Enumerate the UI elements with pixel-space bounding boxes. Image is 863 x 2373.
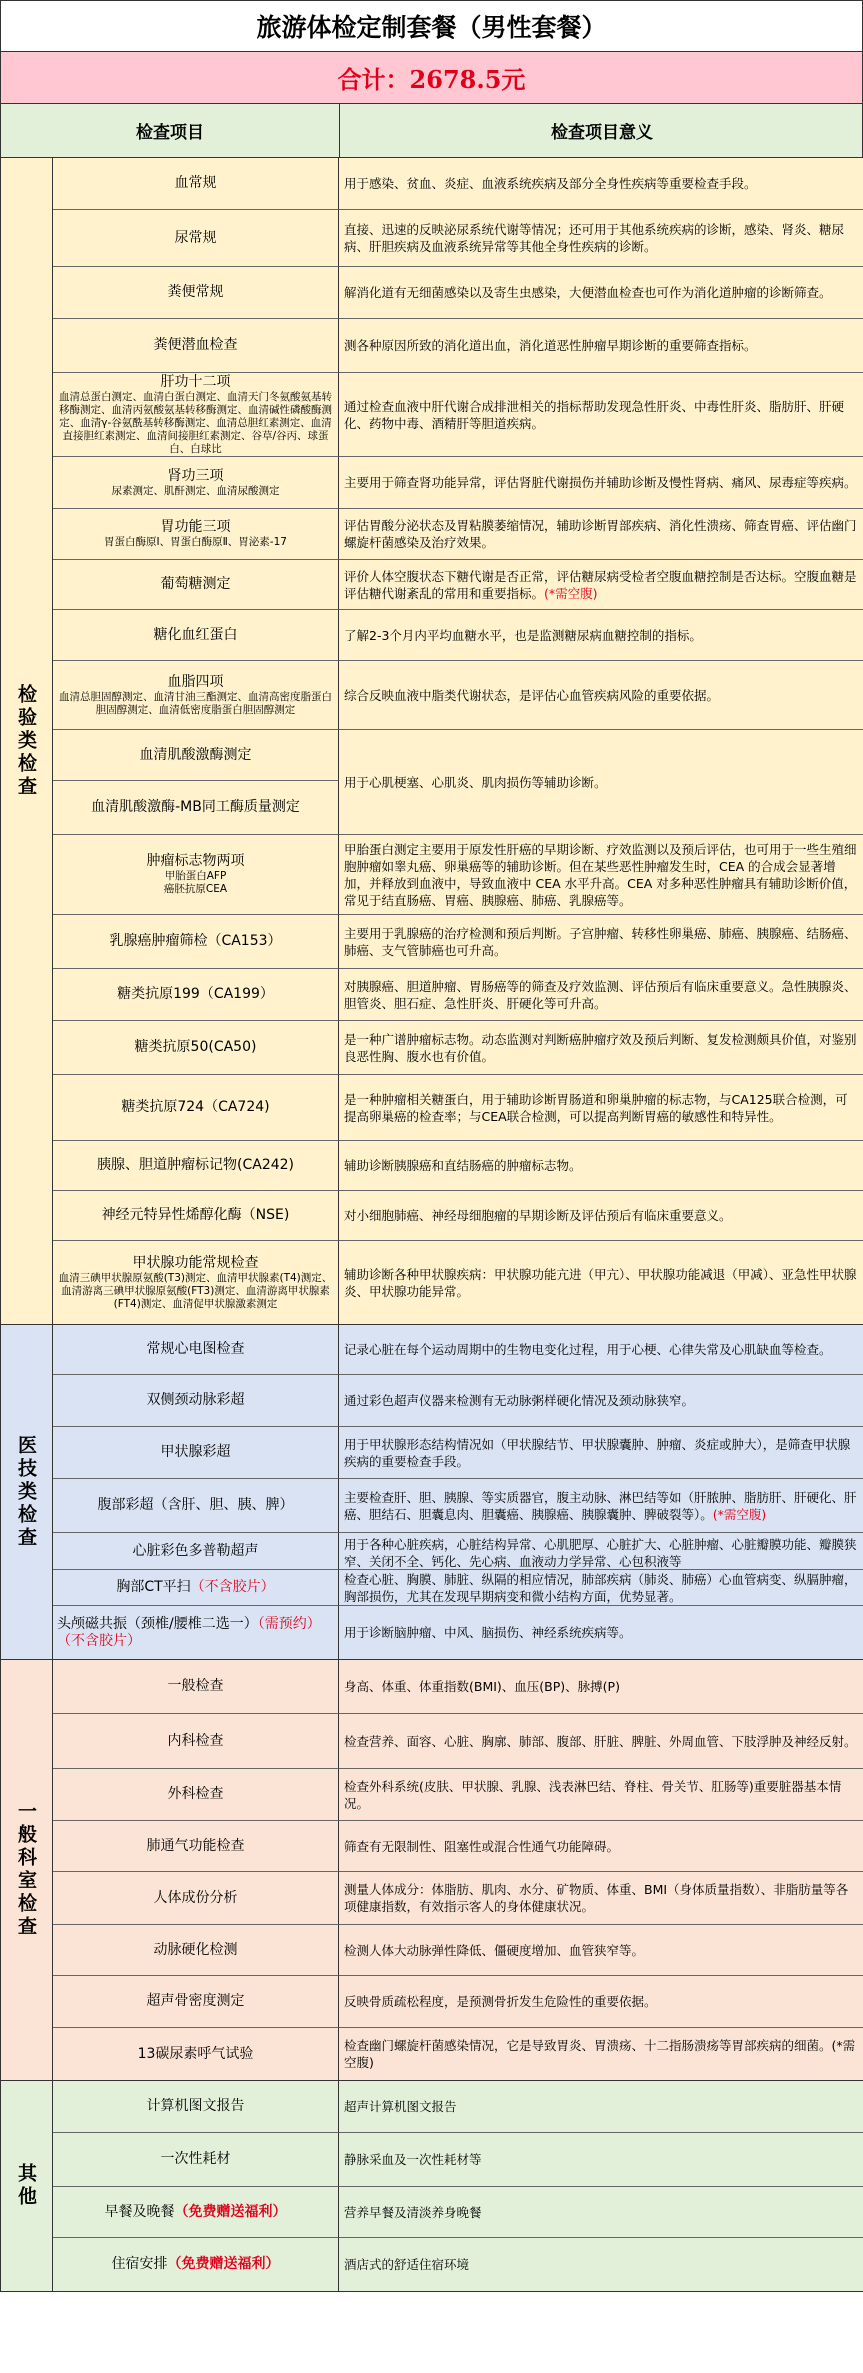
film-note: （不含胶片） bbox=[190, 1579, 275, 1595]
item-arteriosclerosis: 动脉硬化检测 bbox=[53, 1925, 339, 1976]
item-stool-routine: 粪便常规 bbox=[53, 267, 339, 319]
item-nse: 神经元特异性烯醇化酶（NSE) bbox=[53, 1191, 339, 1241]
desc-kidney-function: 主要用于筛查肾功能异常，评估肾脏代谢损伤并辅助诊断及慢性肾病、痛风、尿毒症等疾病。 bbox=[339, 457, 863, 509]
desc-arteriosclerosis: 检测人体大动脉弹性降低、僵硬度增加、血管狭窄等。 bbox=[339, 1925, 863, 1976]
item-urine-routine: 尿常规 bbox=[53, 210, 339, 267]
item-liver-function: 肝功十二项 血清总蛋白测定、血清白蛋白测定、血清天门冬氨酸氨基转移酶测定、血清丙氨酸氨基转移酶测定、血清碱性磷酸酶测定、血清γ-谷氨酰基转移酶测定、血清总胆红素测定、血清直接胆红素测定、血清间接胆红素测定、谷草/谷丙、球蛋白、白球比 bbox=[53, 373, 339, 457]
item-tumor-markers: 肿瘤标志物两项 甲胎蛋白AFP 癌胚抗原CEA bbox=[53, 835, 339, 915]
item-ca199: 糖类抗原199（CA199） bbox=[53, 969, 339, 1021]
section-medical-tech bbox=[0, 1325, 863, 1660]
desc-chest-ct: 检查心脏、胸膜、肺脏、纵隔的相应情况，肺部疾病（肺炎、肺癌）心血管病变、纵膈肿瘤，胸部损伤，尤其在发现早期病变和微小结构方面，优势显著。 bbox=[339, 1570, 863, 1606]
category-label: 检验类检查 bbox=[1, 158, 53, 1324]
item-thyroid-function: 甲状腺功能常规检查 血清三碘甲状腺原氨酸(T3)测定、血清甲状腺素(T4)测定、血清游离三碘甲状腺原氨酸(FT3)测定、血清游离甲状腺素(FT4)测定、血清促甲状腺激素测定 bbox=[53, 1241, 339, 1324]
item-kidney-function: 肾功三项 尿素测定、肌酐测定、血清尿酸测定 bbox=[53, 457, 339, 509]
desc-accommodation: 酒店式的舒适住宿环境 bbox=[339, 2238, 863, 2291]
item-sub: 血清三碘甲状腺原氨酸(T3)测定、血清甲状腺素(T4)测定、血清游离三碘甲状腺原氨酸(FT3)测定、血清游离甲状腺素(FT4)测定、血清促甲状腺激素测定 bbox=[58, 1271, 333, 1310]
section-lab-tests bbox=[0, 158, 863, 1325]
desc-ca50: 是一种广谱肿瘤标志物。动态监测对判断癌肿瘤疗效及预后判断、复发检测颇具价值，对鉴别良恶性胸、腹水也有价值。 bbox=[339, 1021, 863, 1075]
item-general-exam: 一般检查 bbox=[53, 1660, 339, 1714]
item-sub: 血清总蛋白测定、血清白蛋白测定、血清天门冬氨酸氨基转移酶测定、血清丙氨酸氨基转移酶测定、血清碱性磷酸酶测定、血清γ-谷氨酰基转移酶测定、血清总胆红素测定、血清直接胆红素测定、血清间接胆红素测定、谷草/谷丙、球蛋白、白球比 bbox=[59, 390, 332, 455]
item-ca50: 糖类抗原50(CA50) bbox=[53, 1021, 339, 1075]
fasting-note: (*需空腹) bbox=[344, 2038, 856, 2070]
item-blood-lipids: 血脂四项 血清总胆固醇测定、血清甘油三酯测定、血清高密度脂蛋白胆固醇测定、血清低密度脂蛋白胆固醇测定 bbox=[53, 661, 339, 730]
header-item: 检查项目 bbox=[136, 123, 204, 143]
item-head-mri: 头颅磁共振（颈椎/腰椎二选一）（需预约）（不含胶片） bbox=[53, 1606, 339, 1659]
item-ecg: 常规心电图检查 bbox=[53, 1325, 339, 1375]
item-thyroid-ultrasound: 甲状腺彩超 bbox=[53, 1427, 339, 1479]
item-c13-breath-test: 13碳尿素呼气试验 bbox=[53, 2028, 339, 2080]
category-label: 其他 bbox=[1, 2081, 53, 2291]
desc-stomach-function: 评估胃酸分泌状态及胃粘膜萎缩情况，辅助诊断胃部疾病、消化性溃疡、筛查胃癌、评估幽门螺旋杆菌感染及治疗效果。 bbox=[339, 509, 863, 560]
desc-internal-medicine: 检查营养、面容、心脏、胸廓、肺部、腹部、肝脏、脾脏、外周血管、下肢浮肿及神经反射。 bbox=[339, 1714, 863, 1769]
item-blood-routine: 血常规 bbox=[53, 158, 339, 210]
desc-head-mri: 用于诊断脑肿瘤、中风、脑损伤、神经系统疾病等。 bbox=[339, 1606, 863, 1659]
desc-thyroid-ultrasound: 用于甲状腺形态结构情况如（甲状腺结节、甲状腺囊肿、肿瘤、炎症或肿大），是筛查甲状腺疾病的重要检查手段。 bbox=[339, 1427, 863, 1479]
desc-tumor-markers: 甲胎蛋白测定主要用于原发性肝癌的早期诊断、疗效监测以及预后评估，也可用于一些生殖细胞肿瘤如睾丸癌、卵巢癌等的辅助诊断。但在某些恶性肿瘤发生时，CEA 的合成会显著增加，并释放到血液中，导致血液中 CEA 水平升高。CEA 对多种恶性肿瘤具有辅助诊断价值，常见于结直肠癌、胃癌、胰腺癌、肺癌、乳腺癌等。 bbox=[339, 835, 863, 915]
item-bone-density: 超声骨密度测定 bbox=[53, 1976, 339, 2028]
item-chest-ct: 胸部CT平扫（不含胶片） bbox=[53, 1570, 339, 1606]
desc-thyroid-function: 辅助诊断各种甲状腺疾病：甲状腺功能亢进（甲亢）、甲状腺功能减退（甲减）、亚急性甲状腺炎、甲状腺功能异常。 bbox=[339, 1241, 863, 1324]
desc-ca199: 对胰腺癌、胆道肿瘤、胃肠癌等的筛查及疗效监测、评估预后有临床重要意义。急性胰腺炎、胆管炎、胆石症、急性肝炎、肝硬化等可升高。 bbox=[339, 969, 863, 1021]
desc-nse: 对小细胞肺癌、神经母细胞瘤的早期诊断及评估预后有临床重要意义。 bbox=[339, 1191, 863, 1241]
desc-meals: 营养早餐及清淡养身晚餐 bbox=[339, 2187, 863, 2238]
section-others bbox=[0, 2081, 863, 2292]
item-body-composition: 人体成份分析 bbox=[53, 1872, 339, 1925]
desc-ca153: 主要用于乳腺癌的治疗检测和预后判断。子宫肿瘤、转移性卵巢癌、肺癌、胰腺癌、结肠癌、肺癌、支气管肺癌也可升高。 bbox=[339, 915, 863, 969]
category-label: 医技类检查 bbox=[1, 1325, 53, 1659]
desc-glucose: 评价人体空腹状态下糖代谢是否正常，评估糖尿病受检者空腹血糖控制是否达标。空腹血糖是评估糖代谢紊乱的常用和重要指标。(*需空腹) bbox=[339, 560, 863, 610]
item-accommodation: 住宿安排（免费赠送福利） bbox=[53, 2238, 339, 2291]
free-benefit-note: （免费赠送福利） bbox=[174, 2203, 287, 2220]
item-sub: 胃蛋白酶原Ⅰ、胃蛋白酶原Ⅱ、胃泌素-17 bbox=[104, 536, 287, 548]
total-price: 合计：2678.5元 bbox=[0, 52, 863, 104]
desc-stool-routine: 解消化道有无细菌感染以及寄生虫感染，大便潜血检查也可作为消化道肿瘤的诊断筛查。 bbox=[339, 267, 863, 319]
table-header bbox=[0, 104, 863, 158]
item-ca153: 乳腺癌肿瘤筛检（CA153） bbox=[53, 915, 339, 969]
item-surgery: 外科检查 bbox=[53, 1769, 339, 1821]
item-ca242: 胰腺、胆道肿瘤标记物(CA242) bbox=[53, 1141, 339, 1191]
item-consumables: 一次性耗材 bbox=[53, 2133, 339, 2187]
item-sub: 甲胎蛋白AFP 癌胚抗原CEA bbox=[163, 870, 228, 895]
desc-consumables: 静脉采血及一次性耗材等 bbox=[339, 2133, 863, 2187]
desc-general-exam: 身高、体重、体重指数(BMI)、血压(BP)、脉搏(P) bbox=[339, 1660, 863, 1714]
desc-blood-lipids: 综合反映血液中脂类代谢状态，是评估心血管疾病风险的重要依据。 bbox=[339, 661, 863, 730]
item-sub: 血清总胆固醇测定、血清甘油三酯测定、血清高密度脂蛋白胆固醇测定、血清低密度脂蛋白胆固醇测定 bbox=[59, 690, 332, 716]
desc-hba1c: 了解2-3个月内平均血糖水平，也是监测糖尿病血糖控制的指标。 bbox=[339, 610, 863, 661]
desc-lung-function: 筛查有无限制性、阻塞性或混合性通气功能障碍。 bbox=[339, 1821, 863, 1872]
desc-c13-breath-test: 检查幽门螺旋杆菌感染情况，它是导致胃炎、胃溃疡、十二指肠溃疡等胃部疾病的细菌。(*需空腹) bbox=[339, 2028, 863, 2080]
free-benefit-note: （免费赠送福利） bbox=[167, 2256, 280, 2272]
item-ck-mb: 血清肌酸激酶-MB同工酶质量测定 bbox=[53, 781, 339, 835]
desc-report: 超声计算机图文报告 bbox=[339, 2081, 863, 2133]
category-label: 一般科室检查 bbox=[1, 1660, 53, 2080]
desc-cardiac-doppler: 用于各种心脏疾病，心脏结构异常、心肌肥厚、心脏扩大、心脏肿瘤、心脏瓣膜功能、瓣膜狭窄、关闭不全、钙化、先心病、血液动力学异常、心包积液等 bbox=[339, 1533, 863, 1570]
item-lung-function: 肺通气功能检查 bbox=[53, 1821, 339, 1872]
item-ck: 血清肌酸激酶测定 bbox=[53, 730, 339, 781]
item-cardiac-doppler: 心脏彩色多普勒超声 bbox=[53, 1533, 339, 1570]
desc-ck: 用于心肌梗塞、心肌炎、肌肉损伤等辅助诊断。 bbox=[339, 730, 863, 835]
fasting-note: (*需空腹) bbox=[712, 1506, 767, 1522]
desc-surgery: 检查外科系统(皮肤、甲状腺、乳腺、浅表淋巴结、脊柱、骨关节、肛肠等)重要脏器基本情况。 bbox=[339, 1769, 863, 1821]
desc-liver-function: 通过检查血液中肝代谢合成排泄相关的指标帮助发现急性肝炎、中毒性肝炎、脂肪肝、肝硬化、药物中毒、酒精肝等胆道疾病。 bbox=[339, 373, 863, 457]
item-stomach-function: 胃功能三项 胃蛋白酶原Ⅰ、胃蛋白酶原Ⅱ、胃泌素-17 bbox=[53, 509, 339, 560]
desc-ca242: 辅助诊断胰腺癌和直结肠癌的肿瘤标志物。 bbox=[339, 1141, 863, 1191]
header-meaning: 检查项目意义 bbox=[339, 104, 863, 157]
item-abdominal-ultrasound: 腹部彩超（含肝、胆、胰、脾） bbox=[53, 1479, 339, 1533]
desc-carotid-ultrasound: 通过彩色超声仪器来检测有无动脉粥样硬化情况及颈动脉狭窄。 bbox=[339, 1375, 863, 1427]
item-hba1c: 糖化血红蛋白 bbox=[53, 610, 339, 661]
fasting-note: (*需空腹) bbox=[544, 585, 598, 601]
page-title: 旅游体检定制套餐（男性套餐） bbox=[0, 0, 863, 52]
item-sub: 尿素测定、肌酐测定、血清尿酸测定 bbox=[111, 484, 280, 497]
appointment-note: （需预约）（不含胶片） bbox=[57, 1615, 321, 1649]
item-report: 计算机图文报告 bbox=[53, 2081, 339, 2133]
desc-ca724: 是一种肿瘤相关糖蛋白，用于辅助诊断胃肠道和卵巢肿瘤的标志物，与CA125联合检测，可提高卵巢癌的检查率；与CEA联合检测，可以提高判断胃癌的敏感性和特异性。 bbox=[339, 1075, 863, 1141]
desc-body-composition: 测量人体成分：体脂肪、肌肉、水分、矿物质、体重、BMI（身体质量指数）、非脂肪量等各项健康指数，有效指示客人的身体健康状况。 bbox=[339, 1872, 863, 1925]
desc-bone-density: 反映骨质疏松程度，是预测骨折发生危险性的重要依据。 bbox=[339, 1976, 863, 2028]
desc-blood-routine: 用于感染、贫血、炎症、血液系统疾病及部分全身性疾病等重要检查手段。 bbox=[339, 158, 863, 210]
section-general-dept bbox=[0, 1660, 863, 2081]
item-occult-blood: 粪便潜血检查 bbox=[53, 319, 339, 373]
item-ca724: 糖类抗原724（CA724) bbox=[53, 1075, 339, 1141]
desc-occult-blood: 测各种原因所致的消化道出血，消化道恶性肿瘤早期诊断的重要筛查指标。 bbox=[339, 319, 863, 373]
desc-abdominal-ultrasound: 主要检查肝、胆、胰腺、等实质器官，腹主动脉、淋巴结等如（肝脓肿、脂肪肝、肝硬化、肝癌、胆结石、胆囊息肉、胆囊癌、胰腺癌、胰腺囊肿、脾破裂等）。(*需空腹) bbox=[339, 1479, 863, 1533]
item-glucose: 葡萄糖测定 bbox=[53, 560, 339, 610]
item-internal-medicine: 内科检查 bbox=[53, 1714, 339, 1769]
item-meals: 早餐及晚餐（免费赠送福利） bbox=[53, 2187, 339, 2238]
item-carotid-ultrasound: 双侧颈动脉彩超 bbox=[53, 1375, 339, 1427]
desc-ecg: 记录心脏在每个运动周期中的生物电变化过程，用于心梗、心律失常及心肌缺血等检查。 bbox=[339, 1325, 863, 1375]
desc-urine-routine: 直接、迅速的反映泌尿系统代谢等情况；还可用于其他系统疾病的诊断，感染、肾炎、糖尿病、肝胆疾病及血液系统异常等其他全身性疾病的诊断。 bbox=[339, 210, 863, 267]
